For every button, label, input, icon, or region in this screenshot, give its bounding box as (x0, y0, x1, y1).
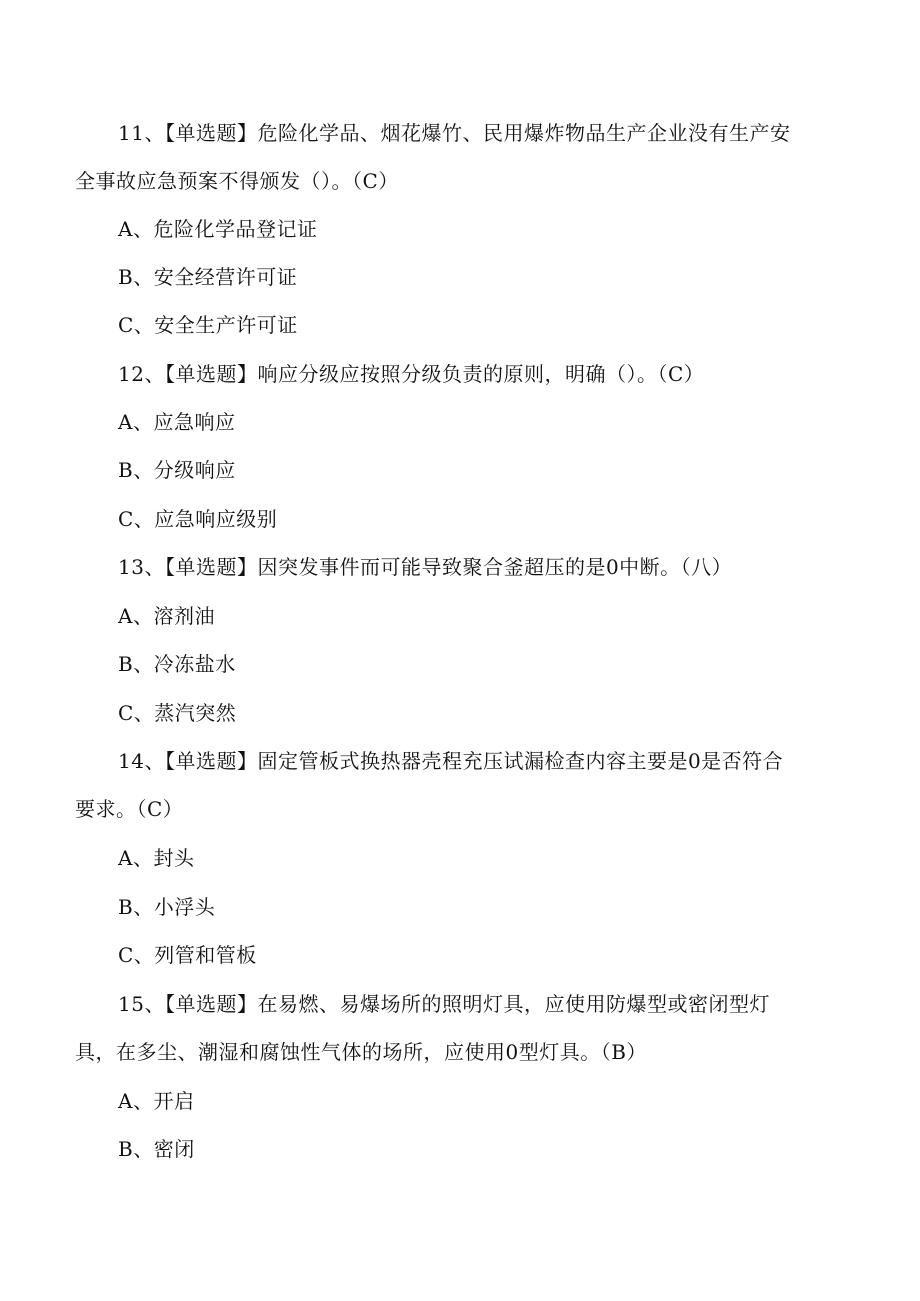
question-14-option-a: A、封头 (118, 846, 195, 870)
question-14-option-b: B、小浮头 (118, 895, 216, 919)
question-13-text: 13、【单选题】因突发事件而可能导致聚合釜超压的是0中断。（八） (118, 555, 733, 579)
question-11-text-cont: 全事故应急预案不得颁发（）。（C） (75, 169, 399, 193)
question-12-option-a: A、应急响应 (118, 410, 236, 434)
question-11-option-c: C、安全生产许可证 (118, 313, 298, 337)
question-11-option-a: A、危险化学品登记证 (118, 217, 318, 241)
question-11-text: 11、【单选题】危险化学品、烟花爆竹、民用爆炸物品生产企业没有生产安 (118, 121, 791, 145)
question-15-text: 15、【单选题】在易燃、易爆场所的照明灯具，应使用防爆型或密闭型灯 (118, 992, 770, 1016)
question-13-option-b: B、冷冻盐水 (118, 652, 236, 676)
question-11-option-b: B、安全经营许可证 (118, 265, 298, 289)
question-12-option-b: B、分级响应 (118, 458, 236, 482)
question-14-option-c: C、列管和管板 (118, 943, 257, 967)
question-14-text-cont: 要求。（C） (75, 797, 184, 821)
question-13-option-c: C、蒸汽突然 (118, 701, 237, 725)
question-14-text: 14、【单选题】固定管板式换热器壳程充压试漏检查内容主要是0是否符合 (118, 749, 784, 773)
question-15-option-b: B、密闭 (118, 1137, 195, 1161)
question-13-option-a: A、溶剂油 (118, 604, 215, 628)
question-12-text: 12、【单选题】响应分级应按照分级负责的原则，明确（）。（C） (118, 362, 705, 386)
question-15-text-cont: 具，在多尘、潮湿和腐蚀性气体的场所，应使用0型灯具。（B） (75, 1040, 647, 1064)
question-12-option-c: C、应急响应级别 (118, 507, 278, 531)
question-15-option-a: A、开启 (118, 1089, 195, 1113)
